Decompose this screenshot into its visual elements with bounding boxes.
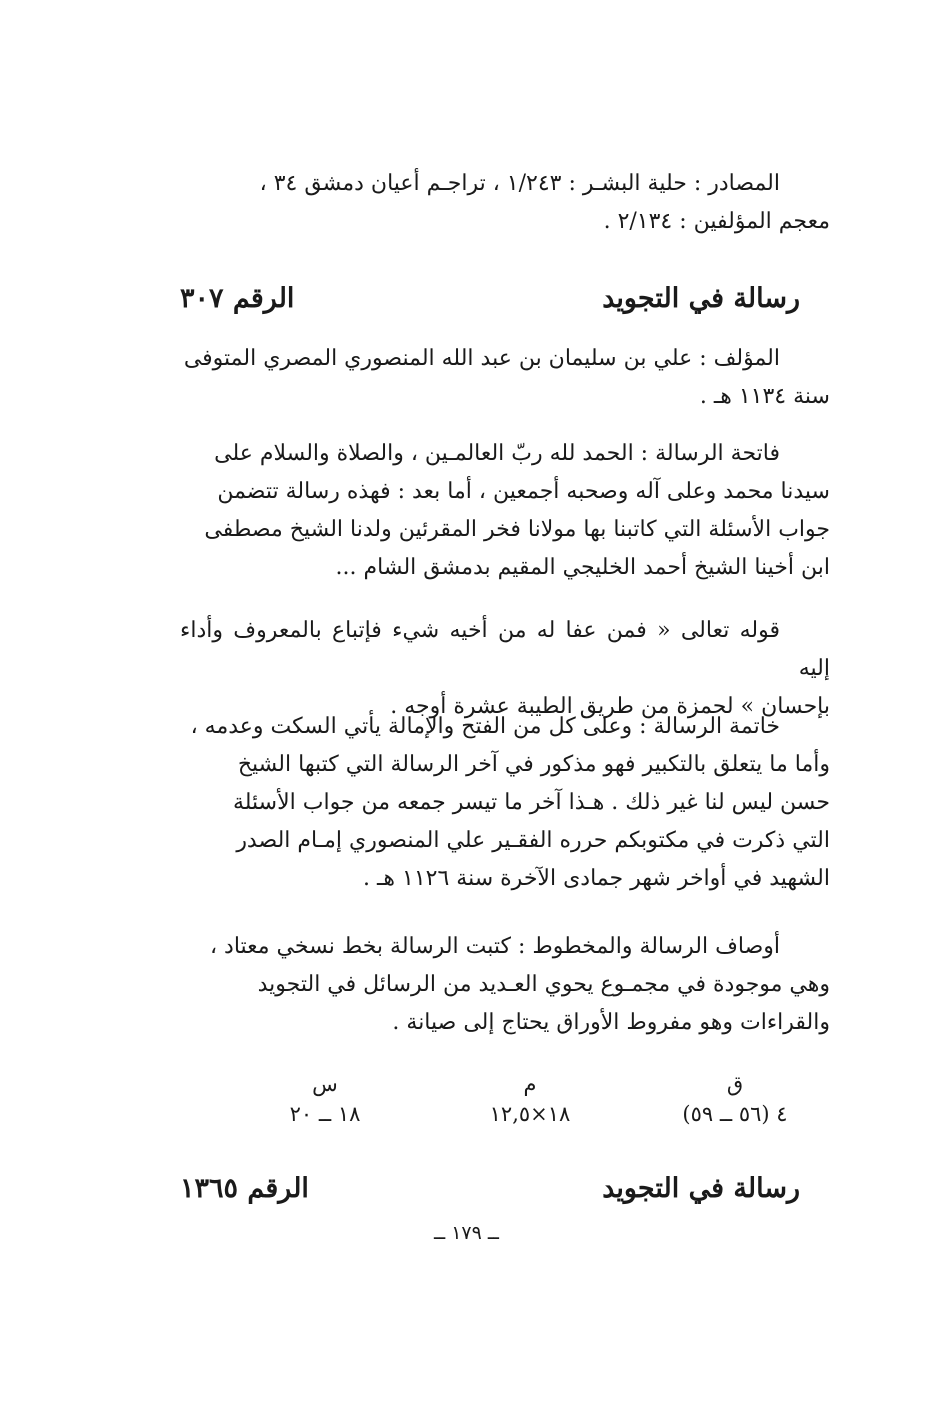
description-line-1: أوصاف الرسالة والمخطوط : كتبت الرسالة بخط نسخي معتاد ،	[209, 934, 780, 959]
opening-line-1: فاتحة الرسالة : الحمد لله ربّ العالمـين ، والصلاة والسلام على	[214, 441, 780, 466]
opening-paragraph	[180, 435, 830, 587]
page-number: ــ ١٧٩ ــ	[434, 1222, 499, 1244]
meta-value-lines: ١٨ ــ ٢٠	[289, 1102, 361, 1126]
entry-2-number: الرقم ١٣٦٥	[180, 1172, 309, 1204]
quote-line-1: قوله تعالى « فمن عفا له من أخيه شيء فإتباع بالمعروف وأداء إليه	[180, 618, 830, 681]
opening-line-3: جواب الأسئلة التي كاتبنا بها مولانا فخر المقرئين ولدنا الشيخ مصطفى	[204, 517, 830, 542]
meta-header-lines: س	[312, 1072, 338, 1096]
description-paragraph	[180, 928, 830, 1042]
opening-line-2: سيدنا محمد وعلى آله وصحبه أجمعين ، أما بعد : فهذه رسالة تتضمن	[217, 479, 830, 504]
author-paragraph	[180, 340, 830, 416]
sources-line-1: المصادر : حلية البشـر : ١/٢٤٣ ، تراجـم أعيان دمشق ٣٤ ،	[259, 171, 780, 196]
meta-value-folios: ٤ (٥٦ ــ ٥٩)	[682, 1102, 788, 1126]
entry-2-title: رسالة في التجويد	[602, 1172, 800, 1204]
meta-values	[250, 1102, 810, 1126]
closing-paragraph	[180, 708, 830, 898]
sources-line-2: معجم المؤلفين : ٢/١٣٤ .	[603, 209, 830, 234]
description-line-2: وهي موجودة في مجمـوع يحوي العـديد من الرسائل في التجويد	[257, 972, 830, 997]
manuscript-meta-table	[250, 1072, 810, 1126]
entry-1-title: رسالة في التجويد	[602, 282, 800, 314]
meta-value-size: ١٨×١٢,٥	[489, 1102, 571, 1126]
meta-header-size: م	[523, 1072, 537, 1096]
opening-line-4: ابن أخينا الشيخ أحمد الخليجي المقيم بدمشق الشام ...	[335, 555, 830, 580]
meta-header-folios: ق	[726, 1072, 744, 1096]
author-line-1: المؤلف : علي بن سليمان بن عبد الله المنصوري المصري المتوفى	[183, 346, 780, 371]
entry-1-heading	[180, 278, 800, 318]
closing-line-5: الشهيد في أواخر شهر جمادى الآخرة سنة ١١٢٦ هـ .	[363, 866, 830, 891]
closing-line-1: خاتمة الرسالة : وعلى كل من الفتح والإمالة يأتي السكت وعدمه ،	[190, 714, 780, 739]
entry-2-heading	[180, 1168, 800, 1208]
entry-1-number: الرقم ٣٠٧	[180, 282, 295, 314]
description-line-3: والقراءات وهو مفروط الأوراق يحتاج إلى صيانة .	[392, 1010, 830, 1035]
closing-line-2: وأما ما يتعلق بالتكبير فهو مذكور في آخر الرسالة التي كتبها الشيخ	[237, 752, 830, 777]
author-line-2: سنة ١١٣٤ هـ .	[699, 384, 830, 409]
closing-line-4: التي ذكرت في مكتوبكم حرره الفقـير علي المنصوري إمـام الصدر	[236, 828, 830, 853]
sources-paragraph	[180, 165, 830, 241]
meta-headers	[250, 1072, 810, 1096]
quote-line-2: بإحسان » لحمزة من طريق الطيبة عشرة أوجه .	[390, 694, 830, 719]
closing-line-3: حسن ليس لنا غير ذلك . هـذا آخر ما تيسر جمعه من جواب الأسئلة	[232, 790, 830, 815]
